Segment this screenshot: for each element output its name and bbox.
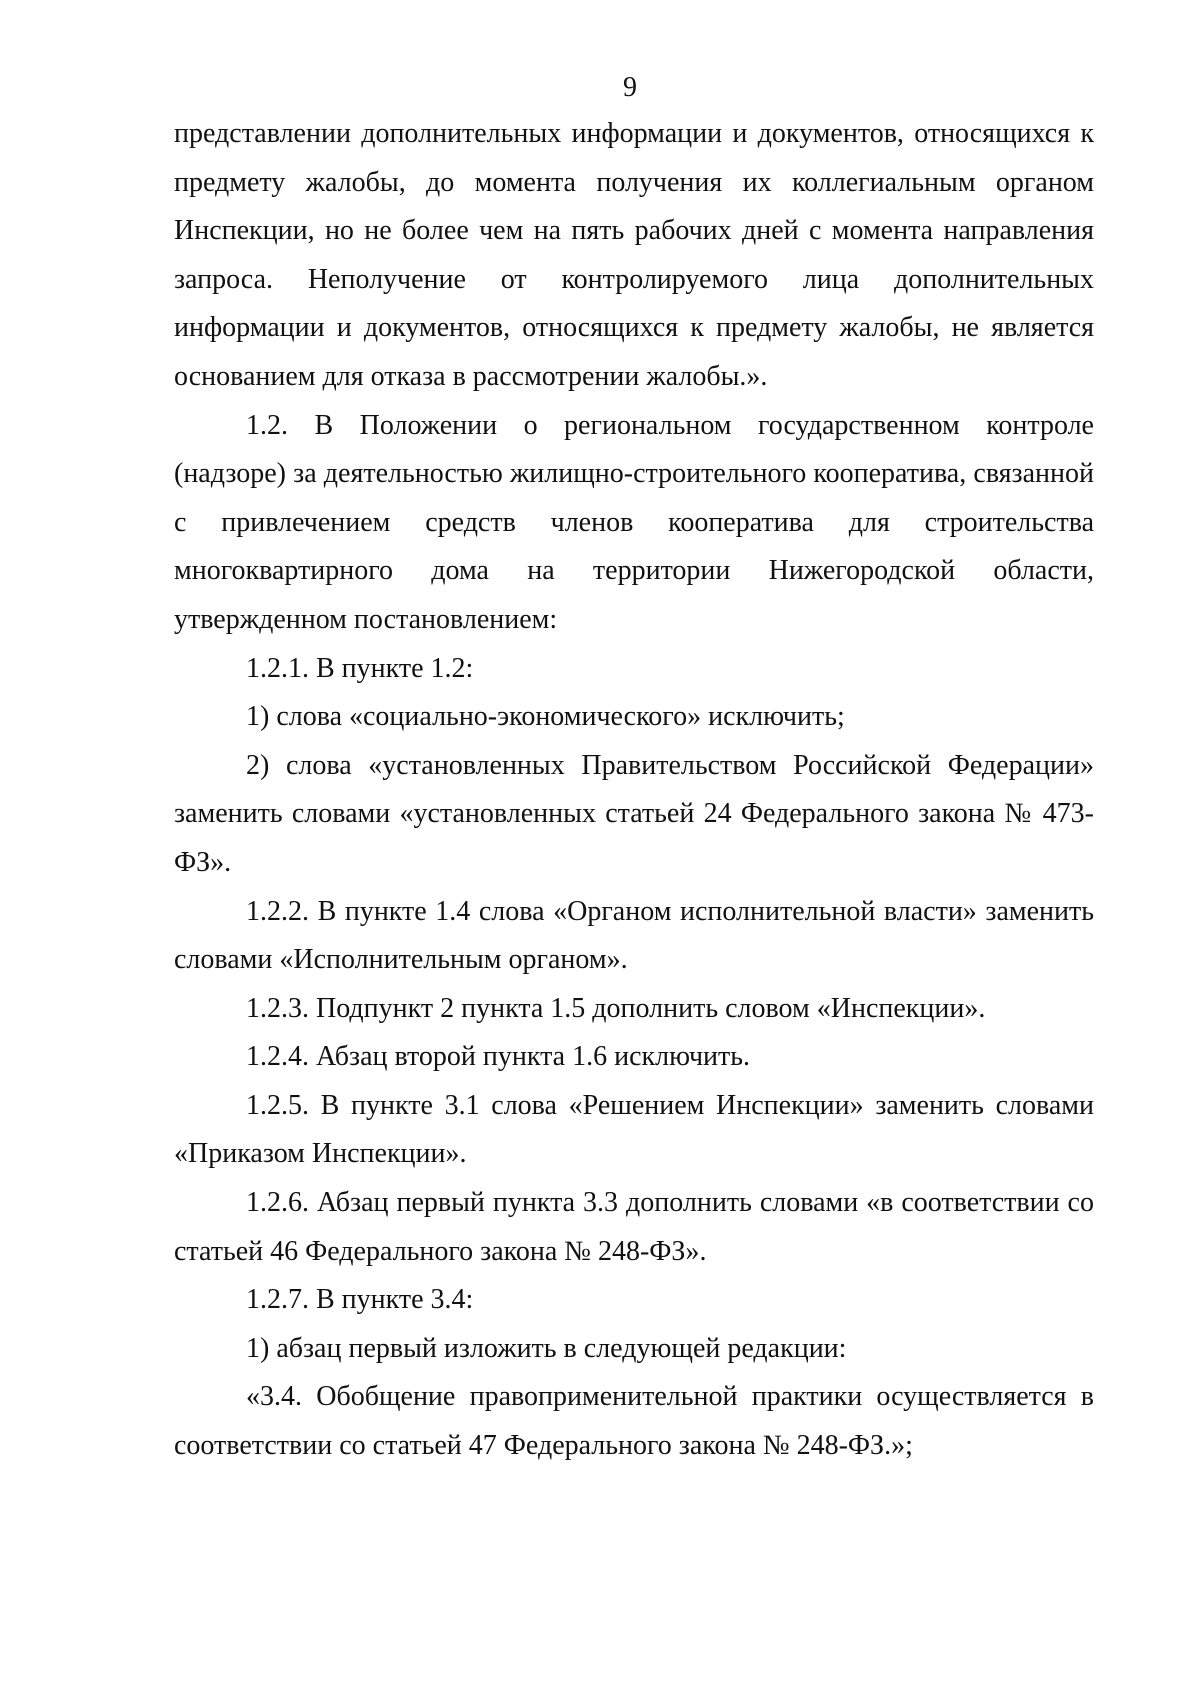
document-body: [174, 110, 1094, 1471]
paragraph-1-2-3: 1.2.3. Подпункт 2 пункта 1.5 дополнить словом «Инспекции».: [246, 992, 986, 1024]
paragraph-1-2-7-item-1: 1) абзац первый изложить в следующей редакции:: [246, 1332, 847, 1364]
paragraph-1-2: 1.2. В Положении о региональном государственном контроле (надзоре) за деятельностью жилищно-строительного кооператива, связанной с привлечением средств членов кооператива для строительства многоквартирного дома на территории Нижегородской области, утвержденном постановлением:: [174, 409, 1094, 635]
paragraph-1-2-7: 1.2.7. В пункте 3.4:: [246, 1284, 474, 1316]
paragraph-quoted-3-4: «3.4. Обобщение правоприменительной практики осуществляется в соответствии со статьей 47 Федерального закона № 248-ФЗ.»;: [174, 1381, 1094, 1462]
paragraph-1-2-1: 1.2.1. В пункте 1.2:: [246, 652, 474, 684]
paragraph-continuation: представлении дополнительных информации и документов, относящихся к предмету жалобы, до момента получения их коллегиальным органом Инспекции, но не более чем на пять рабочих дней с момента направления запроса. Неполучение от контролируемого лица дополнительных информации и документов, относящихся к предмету жалобы, не является основанием для отказа в рассмотрении жалобы.».: [174, 118, 1094, 392]
page-number: 9: [623, 72, 637, 103]
paragraph-1-2-6: 1.2.6. Абзац первый пункта 3.3 дополнить словами «в соответствии со статьей 46 Федерального закона № 248-ФЗ».: [174, 1187, 1094, 1267]
paragraph-1-2-1-item-1: 1) слова «социально-экономического» исключить;: [246, 701, 845, 733]
paragraph-1-2-2: 1.2.2. В пункте 1.4 слова «Органом исполнительной власти» заменить словами «Исполнительным органом».: [174, 895, 1094, 976]
paragraph-1-2-1-item-2: 2) слова «установленных Правительством Российской Федерации» заменить словами «установленных статьей 24 Федерального закона № 473-ФЗ».: [174, 749, 1094, 878]
paragraph-1-2-5: 1.2.5. В пункте 3.1 слова «Решением Инспекции» заменить словами «Приказом Инспекции».: [174, 1089, 1094, 1170]
paragraph-1-2-4: 1.2.4. Абзац второй пункта 1.6 исключить.: [246, 1041, 751, 1073]
